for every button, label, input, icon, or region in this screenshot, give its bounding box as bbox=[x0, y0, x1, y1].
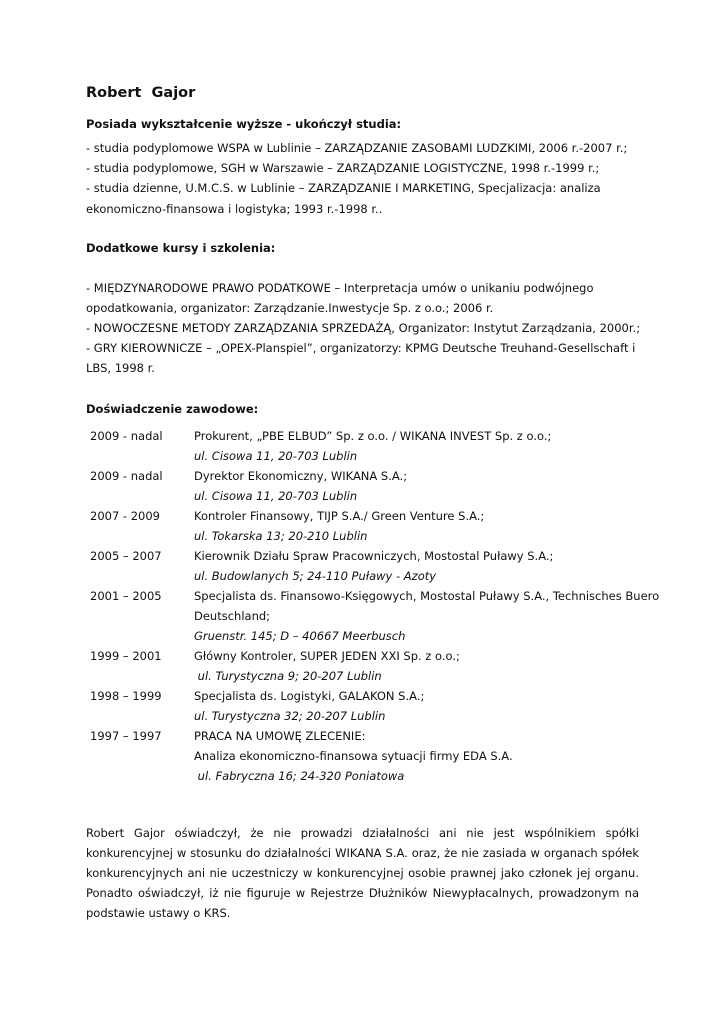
experience-description: PRACA NA UMOWĘ ZLECENIE: bbox=[194, 729, 366, 743]
statement-line: konkurencyjnych ani nie uczestniczy w konkurencyjnej osobie prawnej jako członek jej organu. bbox=[86, 866, 639, 880]
experience-period: 1998 – 1999 bbox=[90, 689, 162, 703]
education-line: - studia podyplomowe WSPA w Lublinie – ZARZĄDZANIE ZASOBAMI LUDZKIMI, 2006 r.-2007 r.; bbox=[86, 141, 628, 155]
experience-heading: Doświadczenie zawodowe: bbox=[86, 402, 259, 416]
experience-address: ul. Turystyczna 9; 20-207 Lublin bbox=[194, 669, 382, 683]
experience-address: ul. Tokarska 13; 20-210 Lublin bbox=[194, 529, 368, 543]
experience-description: Analiza ekonomiczno-finansowa sytuacji firmy EDA S.A. bbox=[194, 749, 513, 763]
experience-address: ul. Budowlanych 5; 24-110 Puławy - Azoty bbox=[194, 569, 437, 583]
education-heading: Posiada wykształcenie wyższe - ukończył studia: bbox=[86, 117, 402, 131]
experience-description: Prokurent, „PBE ELBUD” Sp. z o.o. / WIKANA INVEST Sp. z o.o.; bbox=[194, 429, 552, 443]
course-line: - MIĘDZYNARODOWE PRAWO PODATKOWE – Interpretacja umów o unikaniu podwójnego bbox=[86, 281, 594, 295]
experience-period: 1999 – 2001 bbox=[90, 649, 162, 663]
course-line: - GRY KIEROWNICZE – „OPEX-Planspiel”, organizatorzy: KPMG Deutsche Treuhand-Gesellschaft i bbox=[86, 341, 636, 355]
courses-heading: Dodatkowe kursy i szkolenia: bbox=[86, 241, 276, 255]
experience-description: Dyrektor Ekonomiczny, WIKANA S.A.; bbox=[194, 469, 408, 483]
statement-line: konkurencyjnej w stosunku do działalności WIKANA S.A. oraz, że nie zasiada w organach spółek bbox=[86, 846, 639, 860]
experience-period: 2001 – 2005 bbox=[90, 589, 162, 603]
experience-period: 2005 – 2007 bbox=[90, 549, 162, 563]
experience-period: 1997 – 1997 bbox=[90, 729, 162, 743]
statement-line: podstawie ustawy o KRS. bbox=[86, 906, 231, 920]
person-name: Robert Gajor bbox=[86, 85, 196, 101]
experience-description: Specjalista ds. Logistyki, GALAKON S.A.; bbox=[194, 689, 425, 703]
course-line: LBS, 1998 r. bbox=[86, 361, 155, 375]
experience-address: ul. Fabryczna 16; 24-320 Poniatowa bbox=[194, 769, 405, 783]
course-line: opodatkowania, organizator: Zarządzanie.Inwestycje Sp. z o.o.; 2006 r. bbox=[86, 301, 494, 315]
statement-line: Ponadto oświadczył, iż nie figuruje w Rejestrze Dłużników Niewypłacalnych, prowadzonym na bbox=[86, 886, 639, 900]
experience-description: Deutschland; bbox=[194, 609, 271, 623]
experience-address: ul. Turystyczna 32; 20-207 Lublin bbox=[194, 709, 386, 723]
experience-address: ul. Cisowa 11, 20-703 Lublin bbox=[194, 449, 358, 463]
education-line: ekonomiczno-finansowa i logistyka; 1993 r.-1998 r.. bbox=[86, 202, 383, 216]
course-line: - NOWOCZESNE METODY ZARZĄDZANIA SPRZEDAŻĄ, Organizator: Instytut Zarządzania, 2000r.; bbox=[86, 321, 641, 335]
experience-address: ul. Cisowa 11, 20-703 Lublin bbox=[194, 489, 358, 503]
experience-period: 2007 - 2009 bbox=[90, 509, 160, 523]
experience-period: 2009 - nadal bbox=[90, 429, 163, 443]
experience-address: Gruenstr. 145; D – 40667 Meerbusch bbox=[194, 629, 406, 643]
experience-period: 2009 - nadal bbox=[90, 469, 163, 483]
experience-description: Kontroler Finansowy, TIJP S.A./ Green Venture S.A.; bbox=[194, 509, 485, 523]
education-line: - studia podyplomowe, SGH w Warszawie – ZARZĄDZANIE LOGISTYCZNE, 1998 r.-1999 r.; bbox=[86, 161, 600, 175]
statement-paragraph bbox=[86, 823, 639, 923]
experience-description: Kierownik Działu Spraw Pracowniczych, Mostostal Puławy S.A.; bbox=[194, 549, 554, 563]
experience-description: Główny Kontroler, SUPER JEDEN XXI Sp. z o.o.; bbox=[194, 649, 460, 663]
education-line: - studia dzienne, U.M.C.S. w Lublinie – ZARZĄDZANIE I MARKETING, Specjalizacja: analiza bbox=[86, 181, 601, 195]
statement-line: Robert Gajor oświadczył, że nie prowadzi działalności ani nie jest wspólnikiem spółki bbox=[86, 826, 639, 840]
experience-description: Specjalista ds. Finansowo-Księgowych, Mostostal Puławy S.A., Technisches Buero bbox=[194, 589, 660, 603]
